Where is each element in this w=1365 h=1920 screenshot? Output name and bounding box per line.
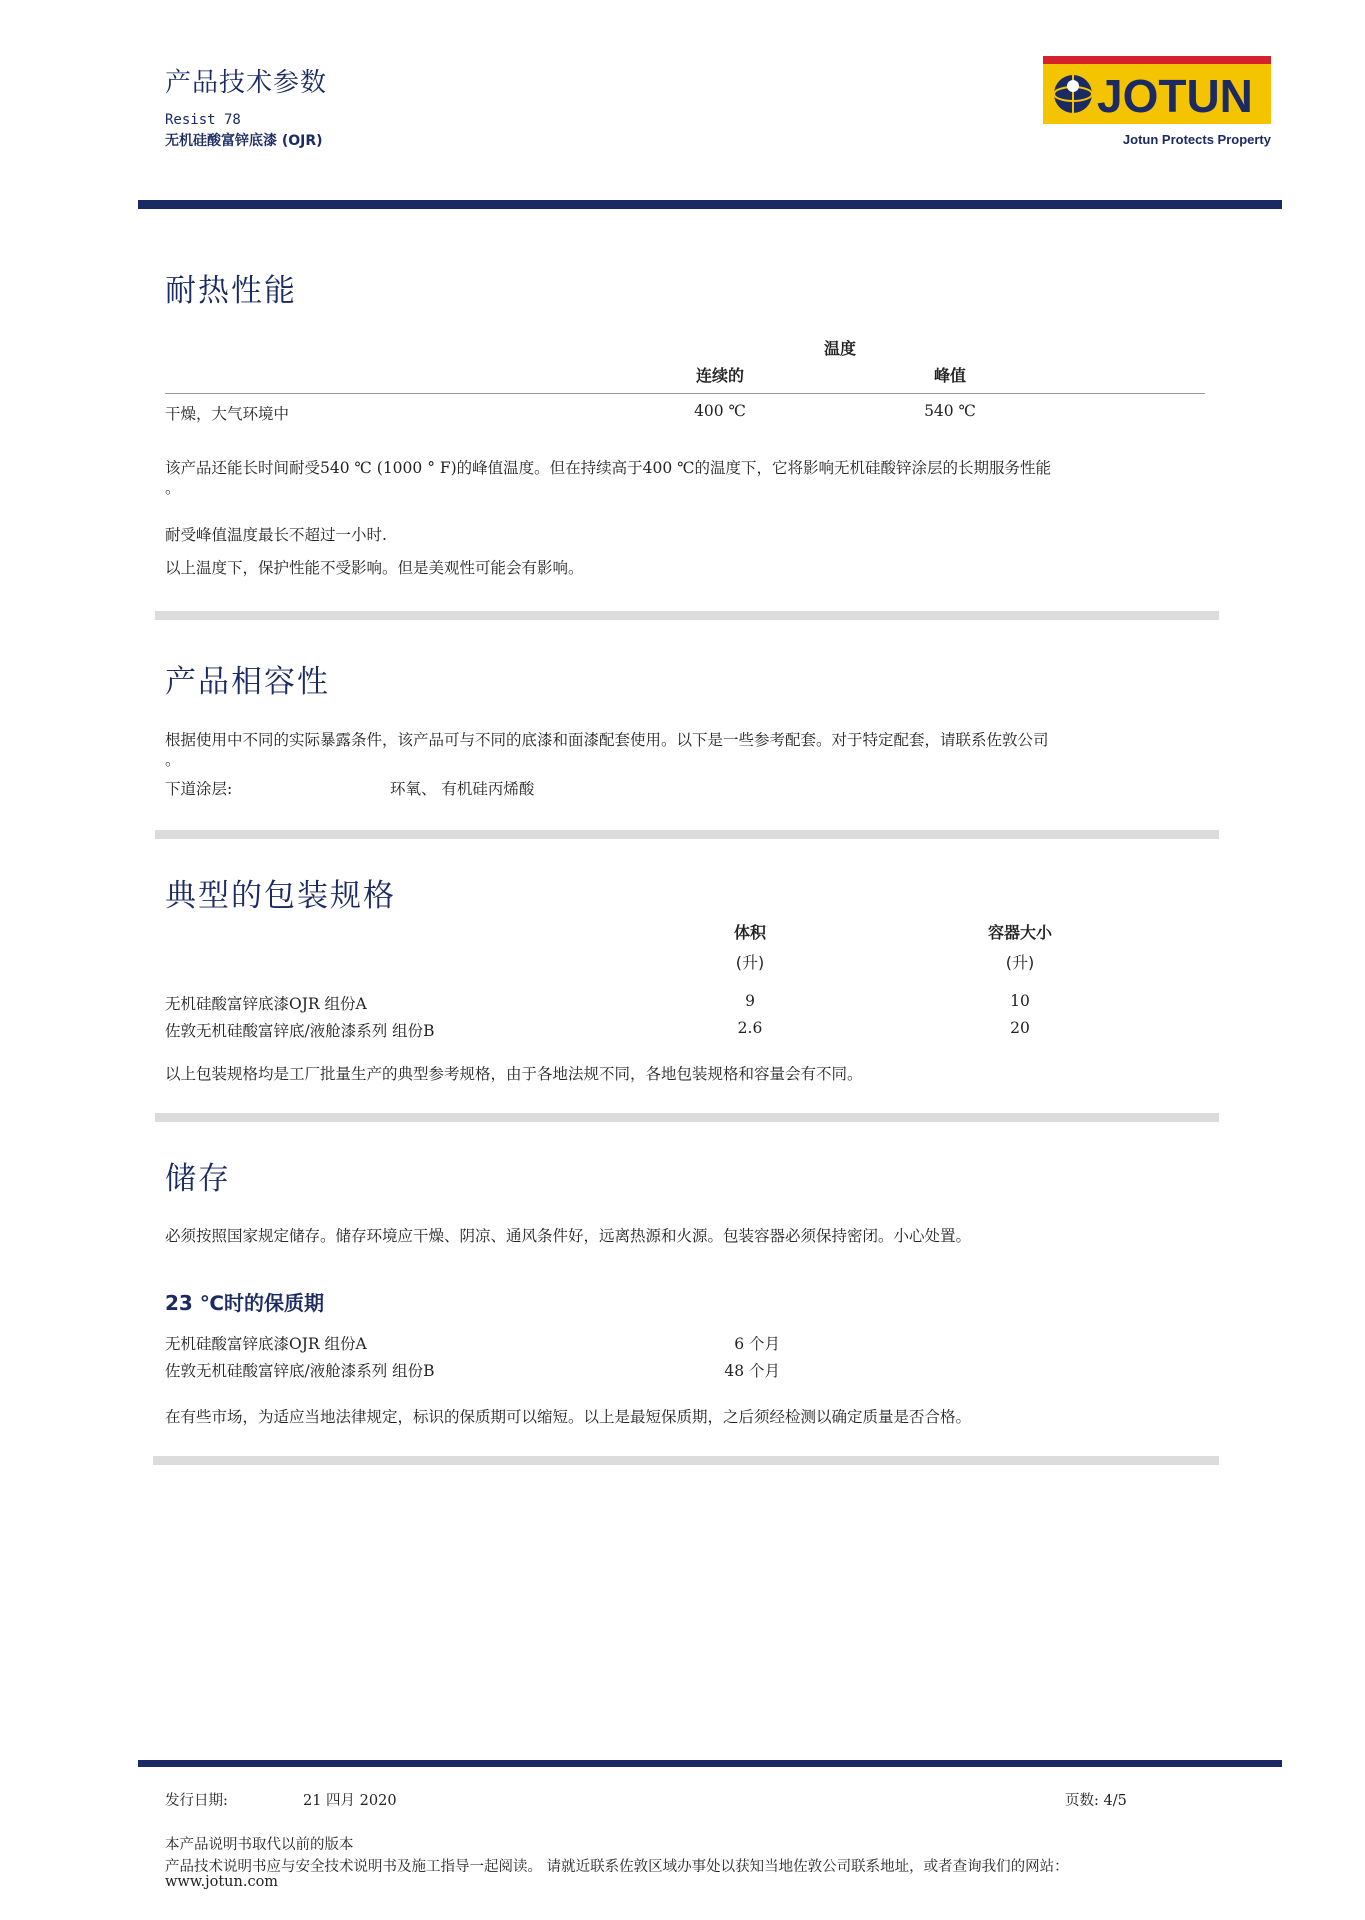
section-separator	[153, 1456, 1219, 1465]
topcoat-label: 下道涂层:	[165, 780, 233, 798]
shelf-row-value: 48 个月	[724, 1362, 780, 1380]
pack-row-container: 20	[1010, 1019, 1030, 1037]
shelf-life-title: 23 ℃时的保质期	[165, 1291, 325, 1315]
heat-paragraph: 该产品还能长时间耐受540 ℃ (1000 ° F)的峰值温度。但在持续高于400 ℃的温度下，它将影响无机硅酸锌涂层的长期服务性能	[165, 459, 1052, 477]
header-divider	[138, 200, 1282, 209]
col-header-container: 容器大小	[987, 923, 1052, 942]
col-header-peak: 峰值	[933, 366, 966, 385]
footer-supersedes: 本产品说明书取代以前的版本	[165, 1837, 354, 1853]
heat-row-peak: 540 ℃	[924, 402, 976, 420]
section-title-packaging: 典型的包装规格	[165, 878, 396, 914]
section-separator	[155, 830, 1219, 839]
product-description: 无机硅酸富锌底漆 (OJR)	[165, 133, 323, 149]
heat-peak-note: 耐受峰值温度最长不超过一小时.	[165, 526, 387, 544]
col-header-volume-unit: (升)	[735, 953, 765, 972]
col-header-container-unit: (升)	[1005, 953, 1035, 972]
heat-paragraph-cont: 。	[165, 479, 181, 497]
section-title-storage: 储存	[165, 1161, 231, 1197]
page-number: 页数: 4/5	[1065, 1793, 1127, 1809]
heat-row-label: 干燥，大气环境中	[165, 405, 290, 423]
compat-paragraph: 根据使用中不同的实际暴露条件，该产品可与不同的底漆和面漆配套使用。以下是一些参考配套。对于特定配套，请联系佐敦公司	[165, 731, 1049, 749]
footer-divider	[138, 1760, 1282, 1767]
product-name: Resist 78	[165, 112, 241, 128]
section-title-heat: 耐热性能	[165, 273, 297, 309]
packaging-note: 以上包装规格均是工厂批量生产的典型参考规格，由于各地法规不同，各地包装规格和容量会有不同。	[165, 1065, 863, 1083]
shelf-life-note: 在有些市场，为适应当地法律规定，标识的保质期可以缩短。以上是最短保质期，之后须经检测以确定质量是否合格。	[165, 1408, 972, 1426]
heat-appearance-note: 以上温度下，保护性能不受影响。但是美观性可能会有影响。	[165, 559, 584, 577]
footer-instructions: 产品技术说明书应与安全技术说明书及施工指导一起阅读。 请就近联系佐敦区域办事处以获知当地佐敦公司联系地址，或者查询我们的网站：	[165, 1859, 1069, 1875]
jotun-logo	[1043, 56, 1271, 124]
section-separator	[155, 611, 1219, 620]
pack-row-volume: 2.6	[737, 1019, 763, 1037]
section-separator	[155, 1113, 1219, 1122]
temperature-group-header: 温度	[823, 339, 856, 358]
issue-date-value: 21 四月 2020	[303, 1793, 397, 1809]
topcoat-value: 环氧、 有机硅丙烯酸	[390, 780, 535, 798]
website-link[interactable]: www.jotun.com	[165, 1874, 279, 1890]
pack-row-name: 佐敦无机硅酸富锌底/液舱漆系列 组份B	[165, 1022, 435, 1040]
shelf-row-value: 6 个月	[734, 1335, 780, 1353]
pack-row-name: 无机硅酸富锌底漆OJR 组份A	[165, 995, 367, 1013]
shelf-row-name: 无机硅酸富锌底漆OJR 组份A	[165, 1335, 367, 1353]
pack-row-container: 10	[1010, 992, 1030, 1010]
pack-row-volume: 9	[745, 992, 755, 1010]
brand-tagline: Jotun Protects Property	[1122, 132, 1271, 147]
heat-row-continuous: 400 ℃	[694, 402, 746, 420]
brand-wordmark: JOTUN	[1097, 70, 1253, 122]
doc-type-title: 产品技术参数	[165, 68, 328, 98]
col-header-volume: 体积	[733, 923, 766, 942]
section-title-compatibility: 产品相容性	[165, 664, 330, 700]
shelf-row-name: 佐敦无机硅酸富锌底/液舱漆系列 组份B	[165, 1362, 435, 1380]
storage-paragraph: 必须按照国家规定储存。储存环境应干燥、阴凉、通风条件好，远离热源和火源。包装容器必须保持密闭。小心处置。	[165, 1227, 972, 1245]
issue-date-label: 发行日期:	[165, 1793, 228, 1809]
compat-paragraph-cont: 。	[165, 751, 181, 769]
table-rule	[165, 393, 1205, 394]
col-header-continuous: 连续的	[695, 366, 744, 385]
